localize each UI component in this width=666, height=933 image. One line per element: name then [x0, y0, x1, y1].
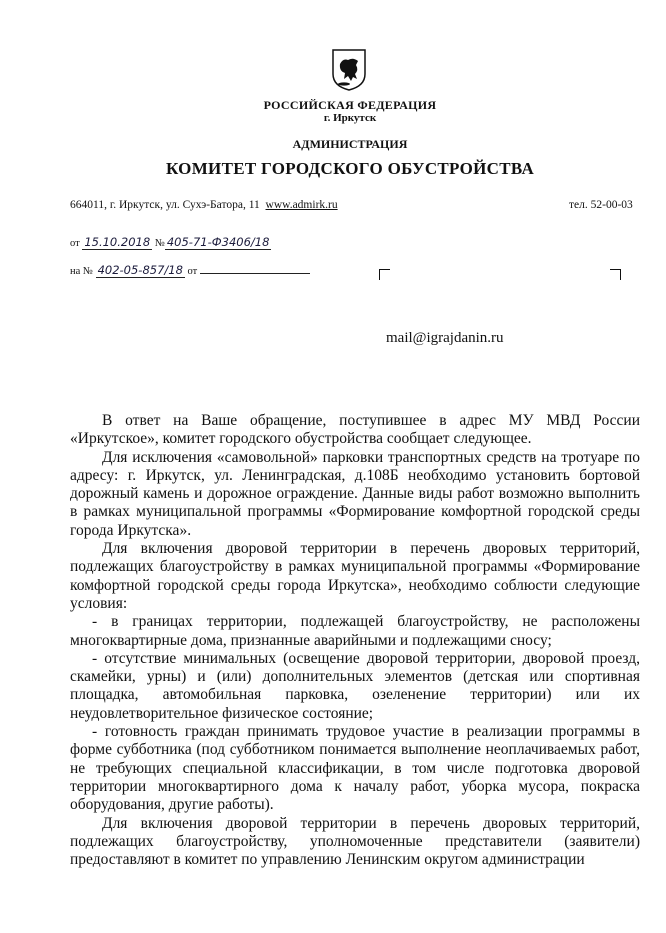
- paragraph: Для включения дворовой территории в перечень дворовых территорий, подлежащих благоустройству, уполномоченные представители (заявители) предоставляют в комитет по управлению Ленинским округом администрации: [70, 814, 640, 869]
- administration-heading: АДМИНИСТРАЦИЯ: [292, 137, 408, 151]
- address-field-corner-left: [379, 269, 390, 280]
- reply-number: 402-05-857/18: [97, 263, 183, 277]
- reply-label: на №: [70, 266, 93, 277]
- reply-date-blank: [200, 263, 310, 274]
- letter-body: [70, 412, 640, 869]
- paragraph: Для исключения «самовольной» парковки транспортных средств на тротуаре по адресу: г. Иркутск, ул. Ленинградская, д.108Б необходимо установить бортовой дорожный камень и дорожное ограждение. Данные виды работ возможно выполнить в рамках муниципальной программы «Формирование комфортной городской среды города Иркутска».: [70, 448, 640, 539]
- condition-item: - в границах территории, подлежащей благоустройству, не расположены многоквартирные дома, признанные аварийными и подлежащими сносу;: [70, 613, 640, 649]
- phone-number: тел. 52-00-03: [569, 199, 633, 211]
- incoming-reference: [70, 263, 310, 277]
- paragraph: Для включения дворовой территории в перечень дворовых территорий, подлежащих благоустройству в рамках муниципальной программы «Формирование комфортной городской среды города Иркутска», необходимо соблюсти следующие условия:: [70, 540, 640, 612]
- country-heading: РОССИЙСКАЯ ФЕДЕРАЦИЯ: [263, 98, 437, 112]
- city-heading: г. Иркутск: [323, 112, 377, 124]
- paragraph: В ответ на Ваше обращение, поступившее в адрес МУ МВД России «Иркутское», комитет городского обустройства сообщает следующее.: [70, 412, 640, 448]
- address-field-corner-right: [610, 269, 621, 280]
- number-label: №: [154, 238, 165, 249]
- postal-address: 664011, г. Иркутск, ул. Сухэ-Батора, 11: [70, 199, 260, 211]
- committee-title: КОМИТЕТ ГОРОДСКОГО ОБУСТРОЙСТВА: [165, 159, 535, 178]
- condition-item: - отсутствие минимальных (освещение дворовой территории, дворовой проезд, скамейки, урны) и (или) дополнительных элементов (детская или спортивная площадка, автомобильная парковка, озеленение территории) или их неудовлетворительное физическое состояние;: [70, 649, 640, 722]
- condition-item: - готовность граждан принимать трудовое участие в реализации программы в форме субботника (под субботником понимается выполнение неоплачиваемых работ, не требующих специальной классификации, в том числе подготовка дворовой территории многоквартирного дома к началу работ, уборка мусора, покраска оборудования, другие работы).: [70, 723, 640, 814]
- from-label: от: [70, 238, 80, 249]
- address-line: [70, 199, 338, 211]
- letter-number: 405-71-Ф3406/18: [166, 235, 270, 249]
- letter-date: 15.10.2018: [84, 235, 151, 249]
- website-link[interactable]: www.admirk.ru: [265, 199, 338, 211]
- recipient-email: mail@igrajdanin.ru: [386, 330, 504, 346]
- irkutsk-coat-of-arms-icon: [331, 48, 367, 92]
- reply-from-label: от: [187, 266, 198, 277]
- outgoing-reference: [70, 235, 271, 249]
